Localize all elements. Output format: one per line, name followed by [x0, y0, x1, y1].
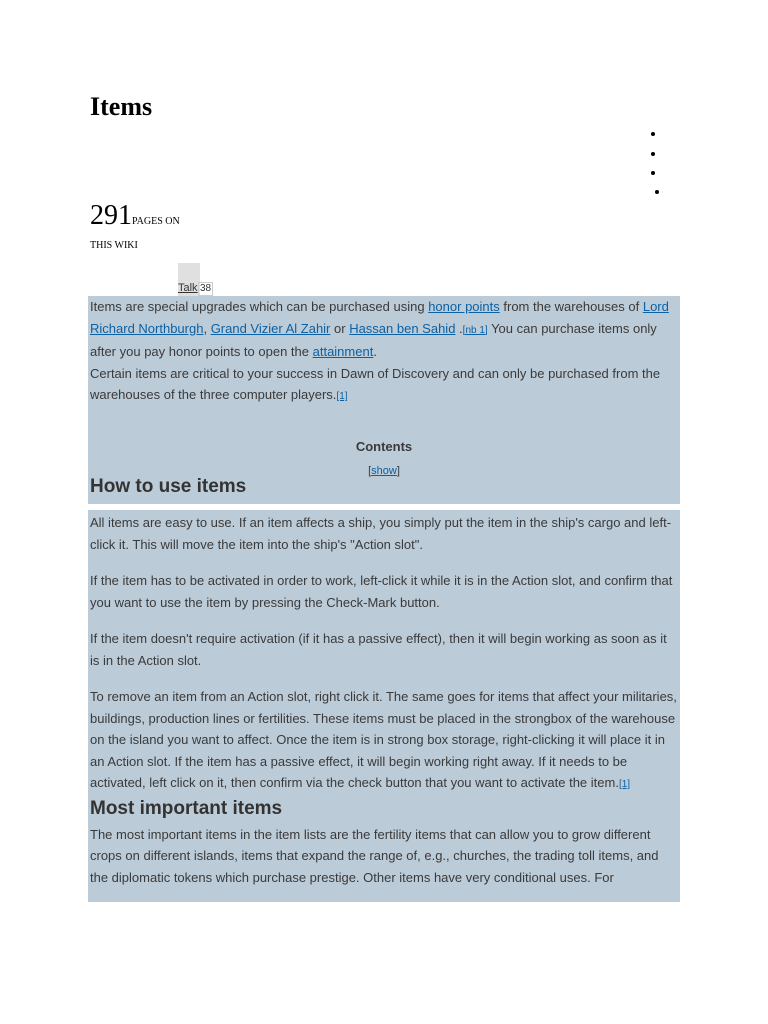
paragraph: The most important items in the item lists are the fertility items that can allow you to grow different crops on different islands, items that expand the range of, e.g., churches, the trading toll items, and the diplomatic tokens which purchase prestige. Other items have very conditional uses. For [90, 826, 659, 885]
page-title: Items [90, 92, 153, 121]
wiki-count-label-2: THIS WIKI [90, 240, 138, 251]
menu-bullet[interactable] [655, 190, 659, 194]
link-honor-points[interactable]: honor points [428, 299, 500, 314]
section-heading-how-to-use: How to use items [90, 476, 247, 497]
wiki-count-label: PAGES ON [132, 216, 180, 227]
link-attainment[interactable]: attainment [312, 344, 374, 359]
text: Items are special upgrades which can be purchased using [90, 299, 429, 314]
link-hassan-ben-sahid[interactable]: Hassan ben Sahid [349, 320, 456, 336]
text: . [373, 344, 377, 359]
footnote-ref-1[interactable]: [1] [618, 779, 631, 790]
text: from the warehouses of [499, 299, 643, 314]
bracket: [ [368, 465, 372, 477]
menu-bullet[interactable] [651, 171, 655, 175]
toc-show-link[interactable]: show [371, 465, 397, 477]
text: , [203, 320, 211, 336]
bracket: ] [396, 465, 400, 477]
link-grand-vizier[interactable]: Grand Vizier Al Zahir [210, 320, 331, 336]
paragraph: If the item has to be activated in order to work, left-click it while it is in the Action slot, and confirm that you want to use the item by pressing the Check-Mark button. [90, 573, 673, 610]
how-to-use-block [88, 510, 680, 902]
menu-bullet[interactable] [651, 132, 655, 136]
text: You can purchase items only after you pay honor points to open the [90, 320, 657, 359]
text: or [330, 320, 350, 336]
text: To remove an item from an Action slot, right click it. The same goes for items that affect your militaries, buildings, production lines or fertilities. These items must be placed in the strongbox of the warehouse on the island you want to affect. Once the item is in strong box storage, right-clicking it will place it in an Action slot. If the item has a passive effect, it will begin working right away. If it needs to be activated, left click on it, then confirm via the check button that you want to activate the item. [90, 689, 677, 790]
talk-link[interactable]: Talk [178, 282, 198, 294]
footnote-ref-nb1[interactable]: [nb 1] [462, 324, 488, 336]
wiki-count-number: 291 [90, 200, 132, 231]
intro-paragraph-2 [90, 363, 678, 408]
paragraph: If the item doesn't require activation (if it has a passive effect), then it will begin working as soon as it is in the Action slot. [90, 631, 667, 668]
link-lord-richard-northburgh[interactable]: Lord Richard Northburgh [90, 299, 669, 336]
section-heading-most-important: Most important items [90, 797, 283, 819]
toc-title: Contents [355, 439, 413, 454]
menu-bullet[interactable] [651, 152, 655, 156]
intro-paragraph [90, 296, 678, 363]
paragraph [90, 686, 678, 796]
text: Certain items are critical to your success in Dawn of Discovery and can only be purchased from the warehouses of the three computer players. [90, 365, 661, 402]
intro-block [88, 296, 680, 504]
text: . [455, 320, 463, 336]
paragraph: All items are easy to use. If an item affects a ship, you simply put the item in the ship's cargo and left-click it. This will move the item into the ship's "Action slot". [90, 515, 672, 552]
talk-count-badge: 38 [200, 283, 212, 294]
wiki-page-count [90, 200, 210, 258]
footnote-ref-1[interactable]: [1] [336, 391, 348, 402]
